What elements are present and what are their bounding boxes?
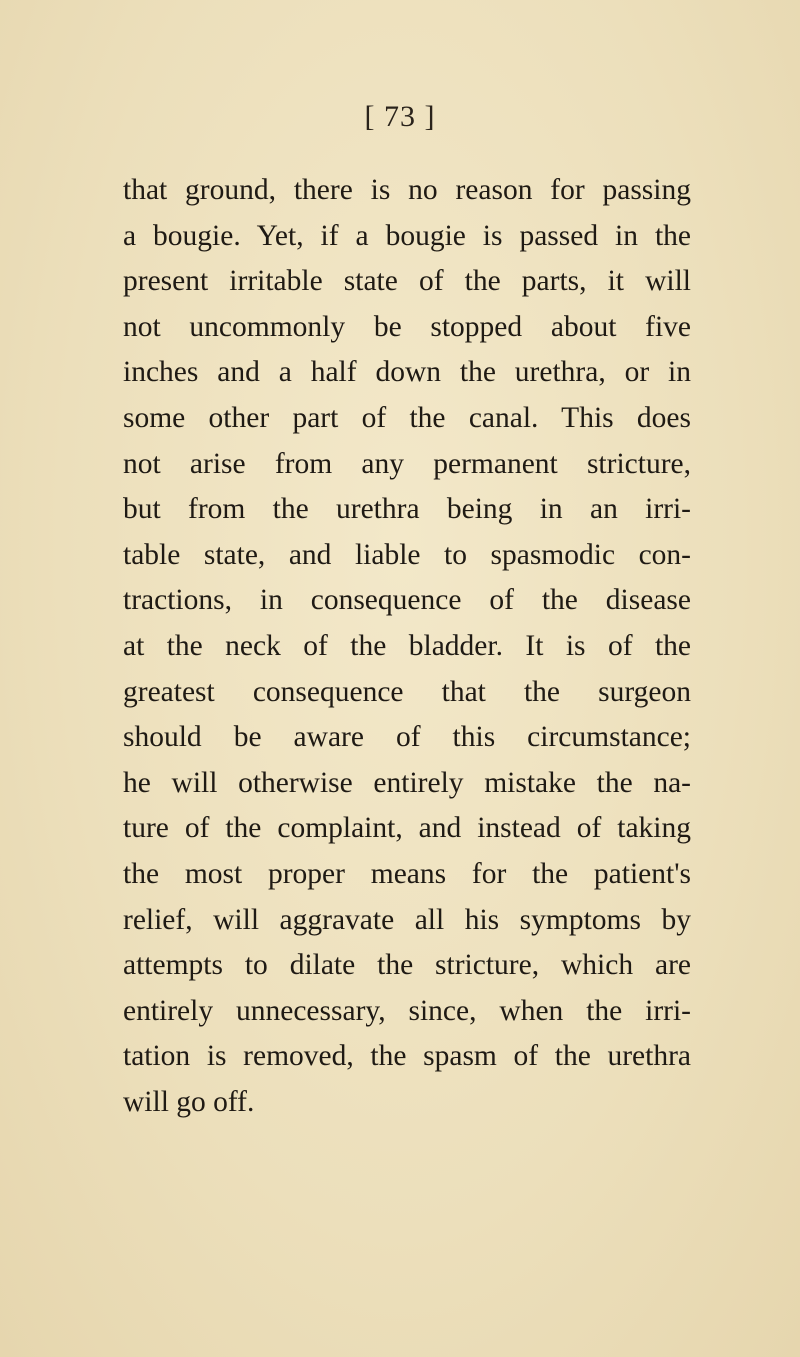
text-line: that ground, there is no reason for passing (123, 174, 691, 206)
text-line: will go off. (123, 1085, 255, 1118)
page-number: [ 73 ] (364, 100, 436, 133)
text-line: relief, will aggravate all his symptoms by (123, 903, 691, 936)
text-line: tation is removed, the spasm of the urethra (123, 1040, 691, 1073)
text-line: not arise from any permanent stricture, (123, 447, 691, 480)
text-line: he will otherwise entirely mistake the na- (123, 766, 691, 799)
text-line: greatest consequence that the surgeon (123, 675, 691, 708)
text-line: not uncommonly be stopped about five (123, 310, 691, 343)
text-line: inches and a half down the urethra, or in (123, 356, 691, 389)
text-line: attempts to dilate the stricture, which are (123, 949, 691, 982)
text-line: present irritable state of the parts, it will (123, 265, 691, 298)
text-line: a bougie. Yet, if a bougie is passed in the (123, 219, 691, 252)
text-line: should be aware of this circumstance; (123, 721, 691, 754)
text-line: some other part of the canal. This does (123, 401, 691, 434)
text-line: table state, and liable to spasmodic con- (123, 538, 691, 571)
text-line: tractions, in consequence of the disease (123, 584, 691, 617)
text-line: but from the urethra being in an irri- (123, 493, 691, 526)
text-line: the most proper means for the patient's (123, 857, 691, 890)
text-line: entirely unnecessary, since, when the irri- (123, 994, 691, 1027)
text-line: ture of the complaint, and instead of taking (123, 812, 691, 845)
text-line: at the neck of the bladder. It is of the (123, 629, 691, 662)
body-text (123, 168, 691, 1125)
